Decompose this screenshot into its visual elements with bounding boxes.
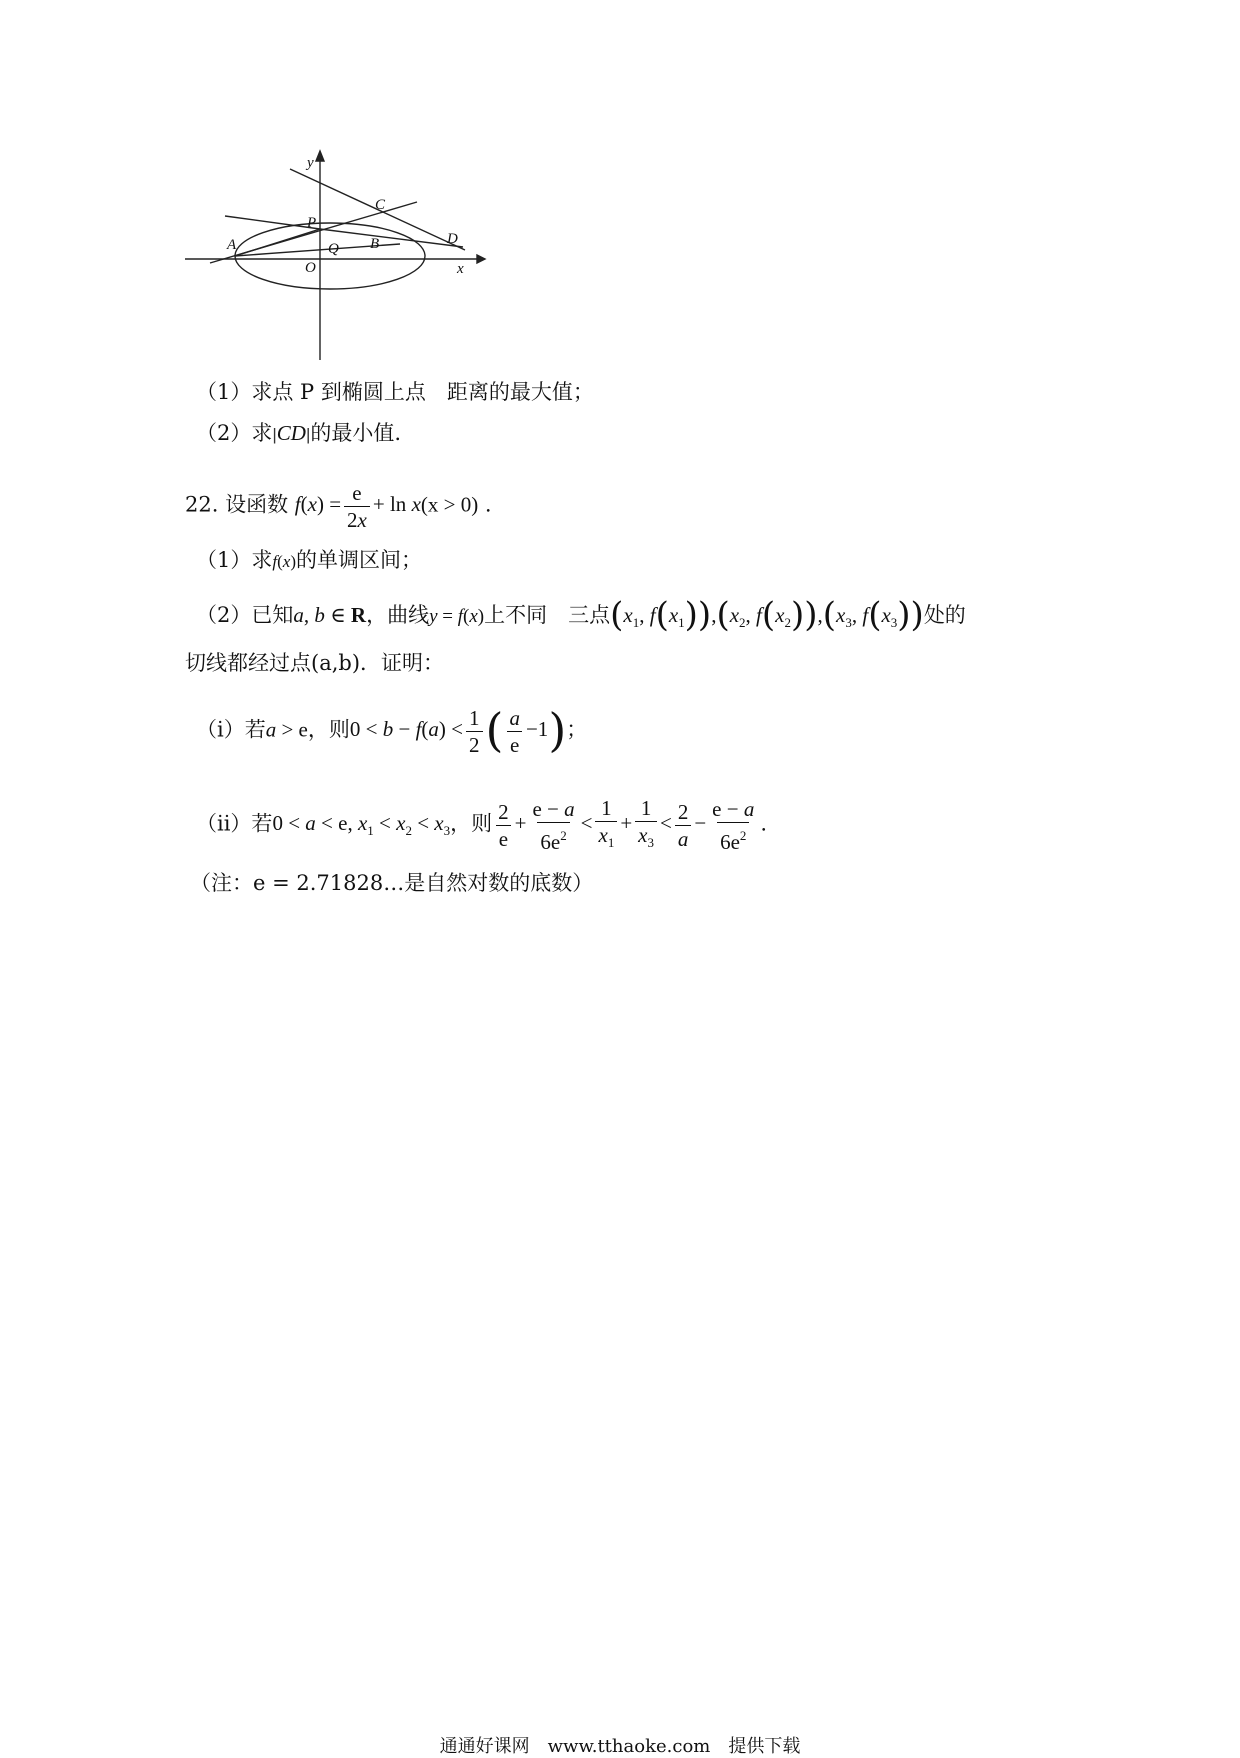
q22-note: （注：e = 2.71828…是自然对数的底数） [190,871,594,895]
label-y: y [307,155,314,171]
chord-A-P [235,229,320,256]
label-O: O [305,260,316,276]
label-x: x [457,261,464,277]
label-D: D [447,231,458,247]
q22-part1: （1）求f(x)的单调区间； [196,548,422,572]
y-axis-arrow [316,151,324,161]
page-footer: 通通好课网 www.tthaoke.com 提供下载 [439,1736,801,1757]
three-points: ($x_1$, $f(x_1)),(x_2$, $f(x_2)),(x_3$, $f(x_3)$) [610,595,924,635]
q21-part2: （2）求|CD|的最小值. [196,421,402,445]
q22-part2-line2: 切线都经过点(a,b)．证明： [185,651,445,675]
geometry-figure [195,155,540,365]
label-Q: Q [328,241,339,257]
cd-expression: CD [276,421,306,445]
q22-header: 22. 设函数 f(x) = $\frac{e}{2x}$ + ln x(x > 0) . [185,481,492,532]
x-axis-arrow [477,255,485,263]
q22-sub-ii: （ii）若0 < a < e, $x_1 < x_2 < x_3$，则 $\frac{2}{e}$ + $\frac{e - a}{6e^2}$ < $\frac{1}{x_1}$ + $\frac{1}{x_3}$ < $\frac{2}{a}$ − $\frac{e - a}{6e^2}$ . [196,796,768,854]
line-left-to-P [225,216,320,229]
label-P: P [307,215,317,231]
function-definition: f(x) = $\frac{e}{2x}$ + ln x [294,481,421,532]
label-A: A [227,237,237,253]
label-C: C [375,197,386,213]
label-B: B [370,236,380,252]
q22-part2-line1: （2）已知a, b ∈ R，曲线y = f(x)上不同 三点($x_1$, $f(x_1)),(x_2$, $f(x_2)),(x_3$, $f(x_3)$)处的 [196,595,966,635]
q21-part1: （1）求点 P 到椭圆上点 距离的最大值； [196,380,594,404]
q22-sub-i: （i）若a > e，则0 < b − f(a) < $\frac{1}{2}$ ( $\frac{a}{e}$ −1)； [196,703,588,758]
